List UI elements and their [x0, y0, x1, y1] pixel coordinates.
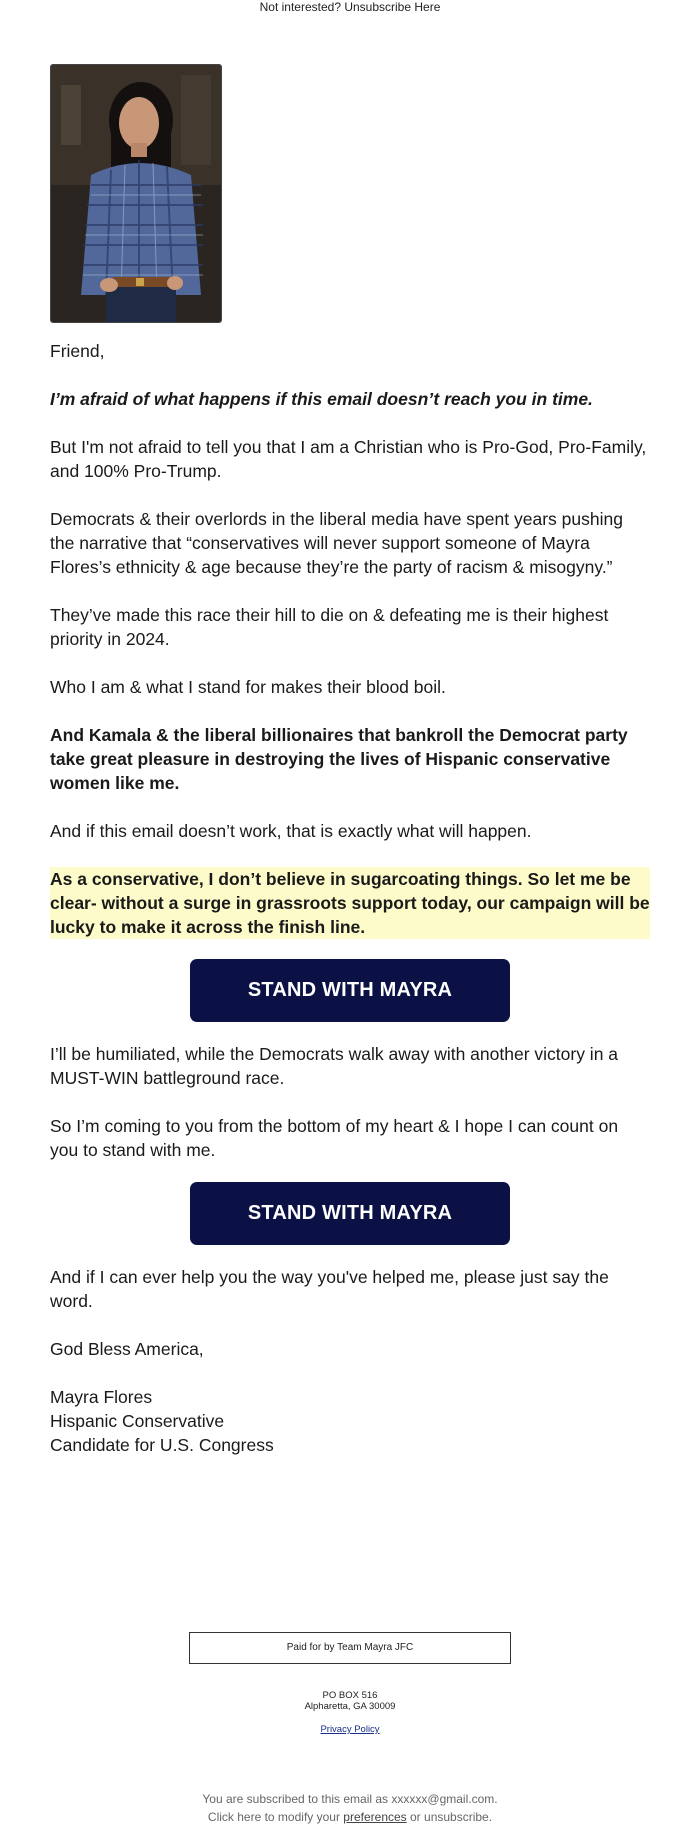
unsubscribe-link[interactable]: Not interested? Unsubscribe Here: [259, 0, 441, 14]
paragraph-help: And if I can ever help you the way you've helped me, please just say the word.: [50, 1267, 609, 1311]
subscribed-prefix: You are subscribed to this email as: [202, 1792, 392, 1806]
stand-with-mayra-button-2[interactable]: STAND WITH MAYRA: [190, 1182, 510, 1245]
privacy-policy-link[interactable]: Privacy Policy: [320, 1724, 380, 1735]
opening-line: I’m afraid of what happens if this email doesn’t reach you in time.: [50, 389, 593, 409]
stand-with-mayra-button-1[interactable]: STAND WITH MAYRA: [190, 959, 510, 1022]
subscribed-line: [0, 1790, 700, 1808]
address-line-2: Alpharetta, GA 30009: [304, 1701, 396, 1712]
mailing-address: [0, 1690, 700, 1712]
subscription-notice: [0, 1790, 700, 1826]
modify-suffix: .: [488, 1810, 493, 1824]
unsubscribe-footer-link[interactable]: unsubscribe: [424, 1810, 489, 1824]
highlighted-paragraph: [50, 867, 650, 939]
paragraph-christian: But I'm not afraid to tell you that I am a Christian who is Pro-God, Pro-Family, and 100% Pro-Trump.: [50, 437, 647, 481]
signature-name: Mayra Flores: [50, 1387, 153, 1407]
modify-prefix: Click here to modify your: [207, 1810, 344, 1824]
signature-role: Candidate for U.S. Congress: [50, 1435, 274, 1455]
paid-for-disclaimer: Paid for by Team Mayra JFC: [189, 1632, 511, 1664]
paragraph-democrats-narrative: Democrats & their overlords in the liberal media have spent years pushing the narrative that “conservatives will never support someone of Mayra Flores’s ethnicity & age because they’re the party of racism & misogyny.”: [50, 509, 623, 577]
closing: God Bless America,: [50, 1339, 204, 1359]
greeting: Friend,: [50, 341, 105, 361]
signature-title: Hispanic Conservative: [50, 1411, 225, 1431]
paragraph-blood-boil: Who I am & what I stand for makes their blood boil.: [50, 677, 446, 697]
paragraph-kamala: And Kamala & the liberal billionaires that bankroll the Democrat party take great pleasure in destroying the lives of Hispanic conservative women like me.: [50, 725, 628, 793]
preferences-link[interactable]: preferences: [343, 1810, 407, 1824]
modify-line: [0, 1808, 700, 1826]
paragraph-priority: They’ve made this race their hill to die on & defeating me is their highest priority in 2024.: [50, 605, 609, 649]
paragraph-from-heart: So I’m coming to you from the bottom of my heart & I hope I can count on you to stand with me.: [50, 1116, 619, 1160]
highlighted-text: As a conservative, I don’t believe in sugarcoating things. So let me be clear- without a surge in grassroots support today, our campaign will be lucky to make it across the finish line.: [50, 869, 650, 937]
modify-middle: or: [406, 1810, 425, 1824]
subscribed-suffix: .: [494, 1792, 498, 1806]
address-line-1: PO BOX 516: [322, 1690, 378, 1701]
paragraph-email-doesnt-work: And if this email doesn’t work, that is exactly what will happen.: [50, 821, 532, 841]
candidate-photo: [50, 64, 222, 323]
subscribed-email: xxxxxx@gmail.com: [391, 1792, 495, 1806]
paragraph-humiliated: I’ll be humiliated, while the Democrats walk away with another victory in a MUST-WIN battleground race.: [50, 1044, 619, 1088]
email-body: [50, 64, 650, 1457]
